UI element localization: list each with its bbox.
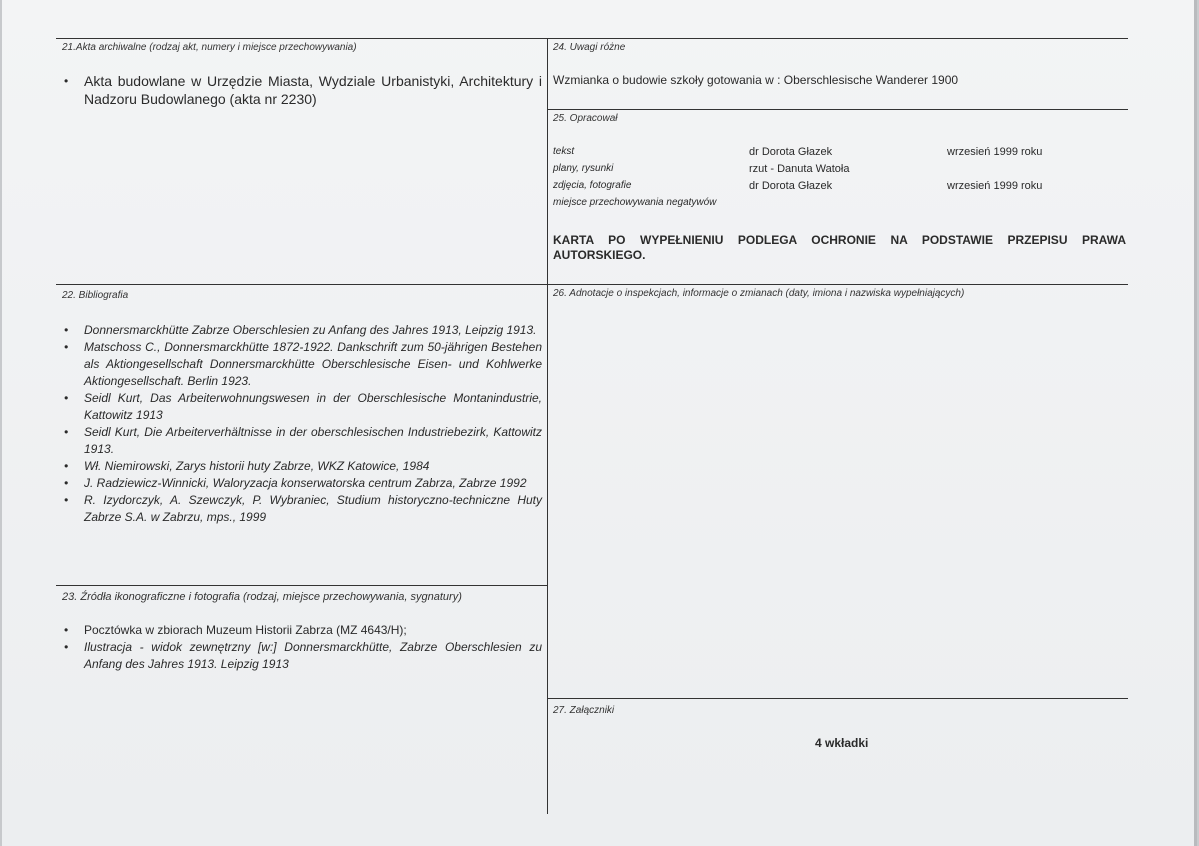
- author-row-plans: [553, 163, 1113, 179]
- author-row-negatives: [553, 197, 1113, 213]
- list-item: • Pocztówka w zbiorach Muzeum Historii Zabrza (MZ 4643/H);: [62, 622, 542, 639]
- copyright-notice: KARTA PO WYPEŁNIENIU PODLEGA OCHRONIE NA PODSTAWIE PRZEPISU PRAWA AUTORSKIEGO.: [553, 233, 1126, 262]
- section-24-label: 24. Uwagi różne: [553, 42, 626, 53]
- section-27-label: 27. Załączniki: [553, 705, 615, 716]
- rule-24-25: [547, 109, 1128, 110]
- list-item: • Seidl Kurt, Die Arbeiterverhältnisse in der oberschlesischen Industriebezirk, Kattowitz 1913.: [62, 424, 542, 458]
- section-24-text: Wzmianka o budowie szkoły gotowania w : Oberschlesische Wanderer 1900: [553, 73, 959, 87]
- author-name: dr Dorota Głazek: [749, 146, 833, 158]
- section-21-list: [62, 72, 542, 108]
- list-item: • Ilustracja - widok zewnętrzny [w:] Donnersmarckhütte, Zabrze Oberschlesien zu Anfang des Jahres 1913. Leipzig 1913: [62, 639, 542, 673]
- list-item: • Wł. Niemirowski, Zarys historii huty Zabrze, WKZ Katowice, 1984: [62, 458, 542, 475]
- list-item: • R. Izydorczyk, A. Szewczyk, P. Wybraniec, Studium historyczno-techniczne Huty Zabrze S.A. w Zabrzu, mps., 1999: [62, 492, 542, 526]
- author-row-text: [553, 146, 1113, 162]
- attachments-count: 4 wkładki: [815, 736, 869, 750]
- list-item: • Matschoss C., Donnersmarckhütte 1872-1922. Dankschrift zum 50-jährigen Bestehen als Aktiongesellschaft Donnersmarckhütte Oberschlesische Eisen- und Kohlwerke Aktiongesellschaft. Berlin 1923.: [62, 339, 542, 390]
- author-name: dr Dorota Głazek: [749, 180, 833, 192]
- author-name: rzut - Danuta Watoła: [749, 163, 850, 175]
- section-22-label: 22. Bibliografia: [62, 290, 129, 301]
- bibliography-list: [62, 322, 542, 526]
- section-26-label: 26. Adnotacje o inspekcjach, informacje o zmianach (daty, imiona i nazwiska wypełniających): [553, 288, 965, 299]
- rule-22-23: [56, 585, 547, 586]
- top-rule: [56, 38, 1128, 39]
- section-25-label: 25. Opracował: [553, 113, 618, 124]
- author-date: wrzesień 1999 roku: [947, 180, 1043, 192]
- list-item: • J. Radziewicz-Winnicki, Waloryzacja konserwatorska centrum Zabrza, Zabrze 1992: [62, 475, 542, 492]
- author-key: plany, rysunki: [553, 163, 614, 174]
- author-row-photos: [553, 180, 1113, 196]
- list-item: • Akta budowlane w Urzędzie Miasta, Wydziale Urbanistyki, Architektury i Nadzoru Budowlanego (akta nr 2230): [62, 72, 542, 108]
- rule-26-27: [547, 698, 1128, 699]
- rule-row-2: [56, 284, 1128, 285]
- list-item: • Seidl Kurt, Das Arbeiterwohnungswesen in der Oberschlesische Montanindustrie, Kattowitz 1913: [62, 390, 542, 424]
- sources-list: [62, 622, 542, 673]
- section-23-label: 23. Źródła ikonograficzne i fotografia (rodzaj, miejsce przechowywania, sygnatury): [62, 591, 462, 603]
- author-date: wrzesień 1999 roku: [947, 146, 1043, 158]
- author-key: miejsce przechowywania negatywów: [553, 197, 717, 208]
- author-key: tekst: [553, 146, 575, 157]
- list-item: • Donnersmarckhütte Zabrze Oberschlesien zu Anfang des Jahres 1913, Leipzig 1913.: [62, 322, 542, 339]
- author-key: zdjęcia, fotografie: [553, 180, 632, 191]
- section-21-label: 21.Akta archiwalne (rodzaj akt, numery i miejsce przechowywania): [62, 42, 357, 53]
